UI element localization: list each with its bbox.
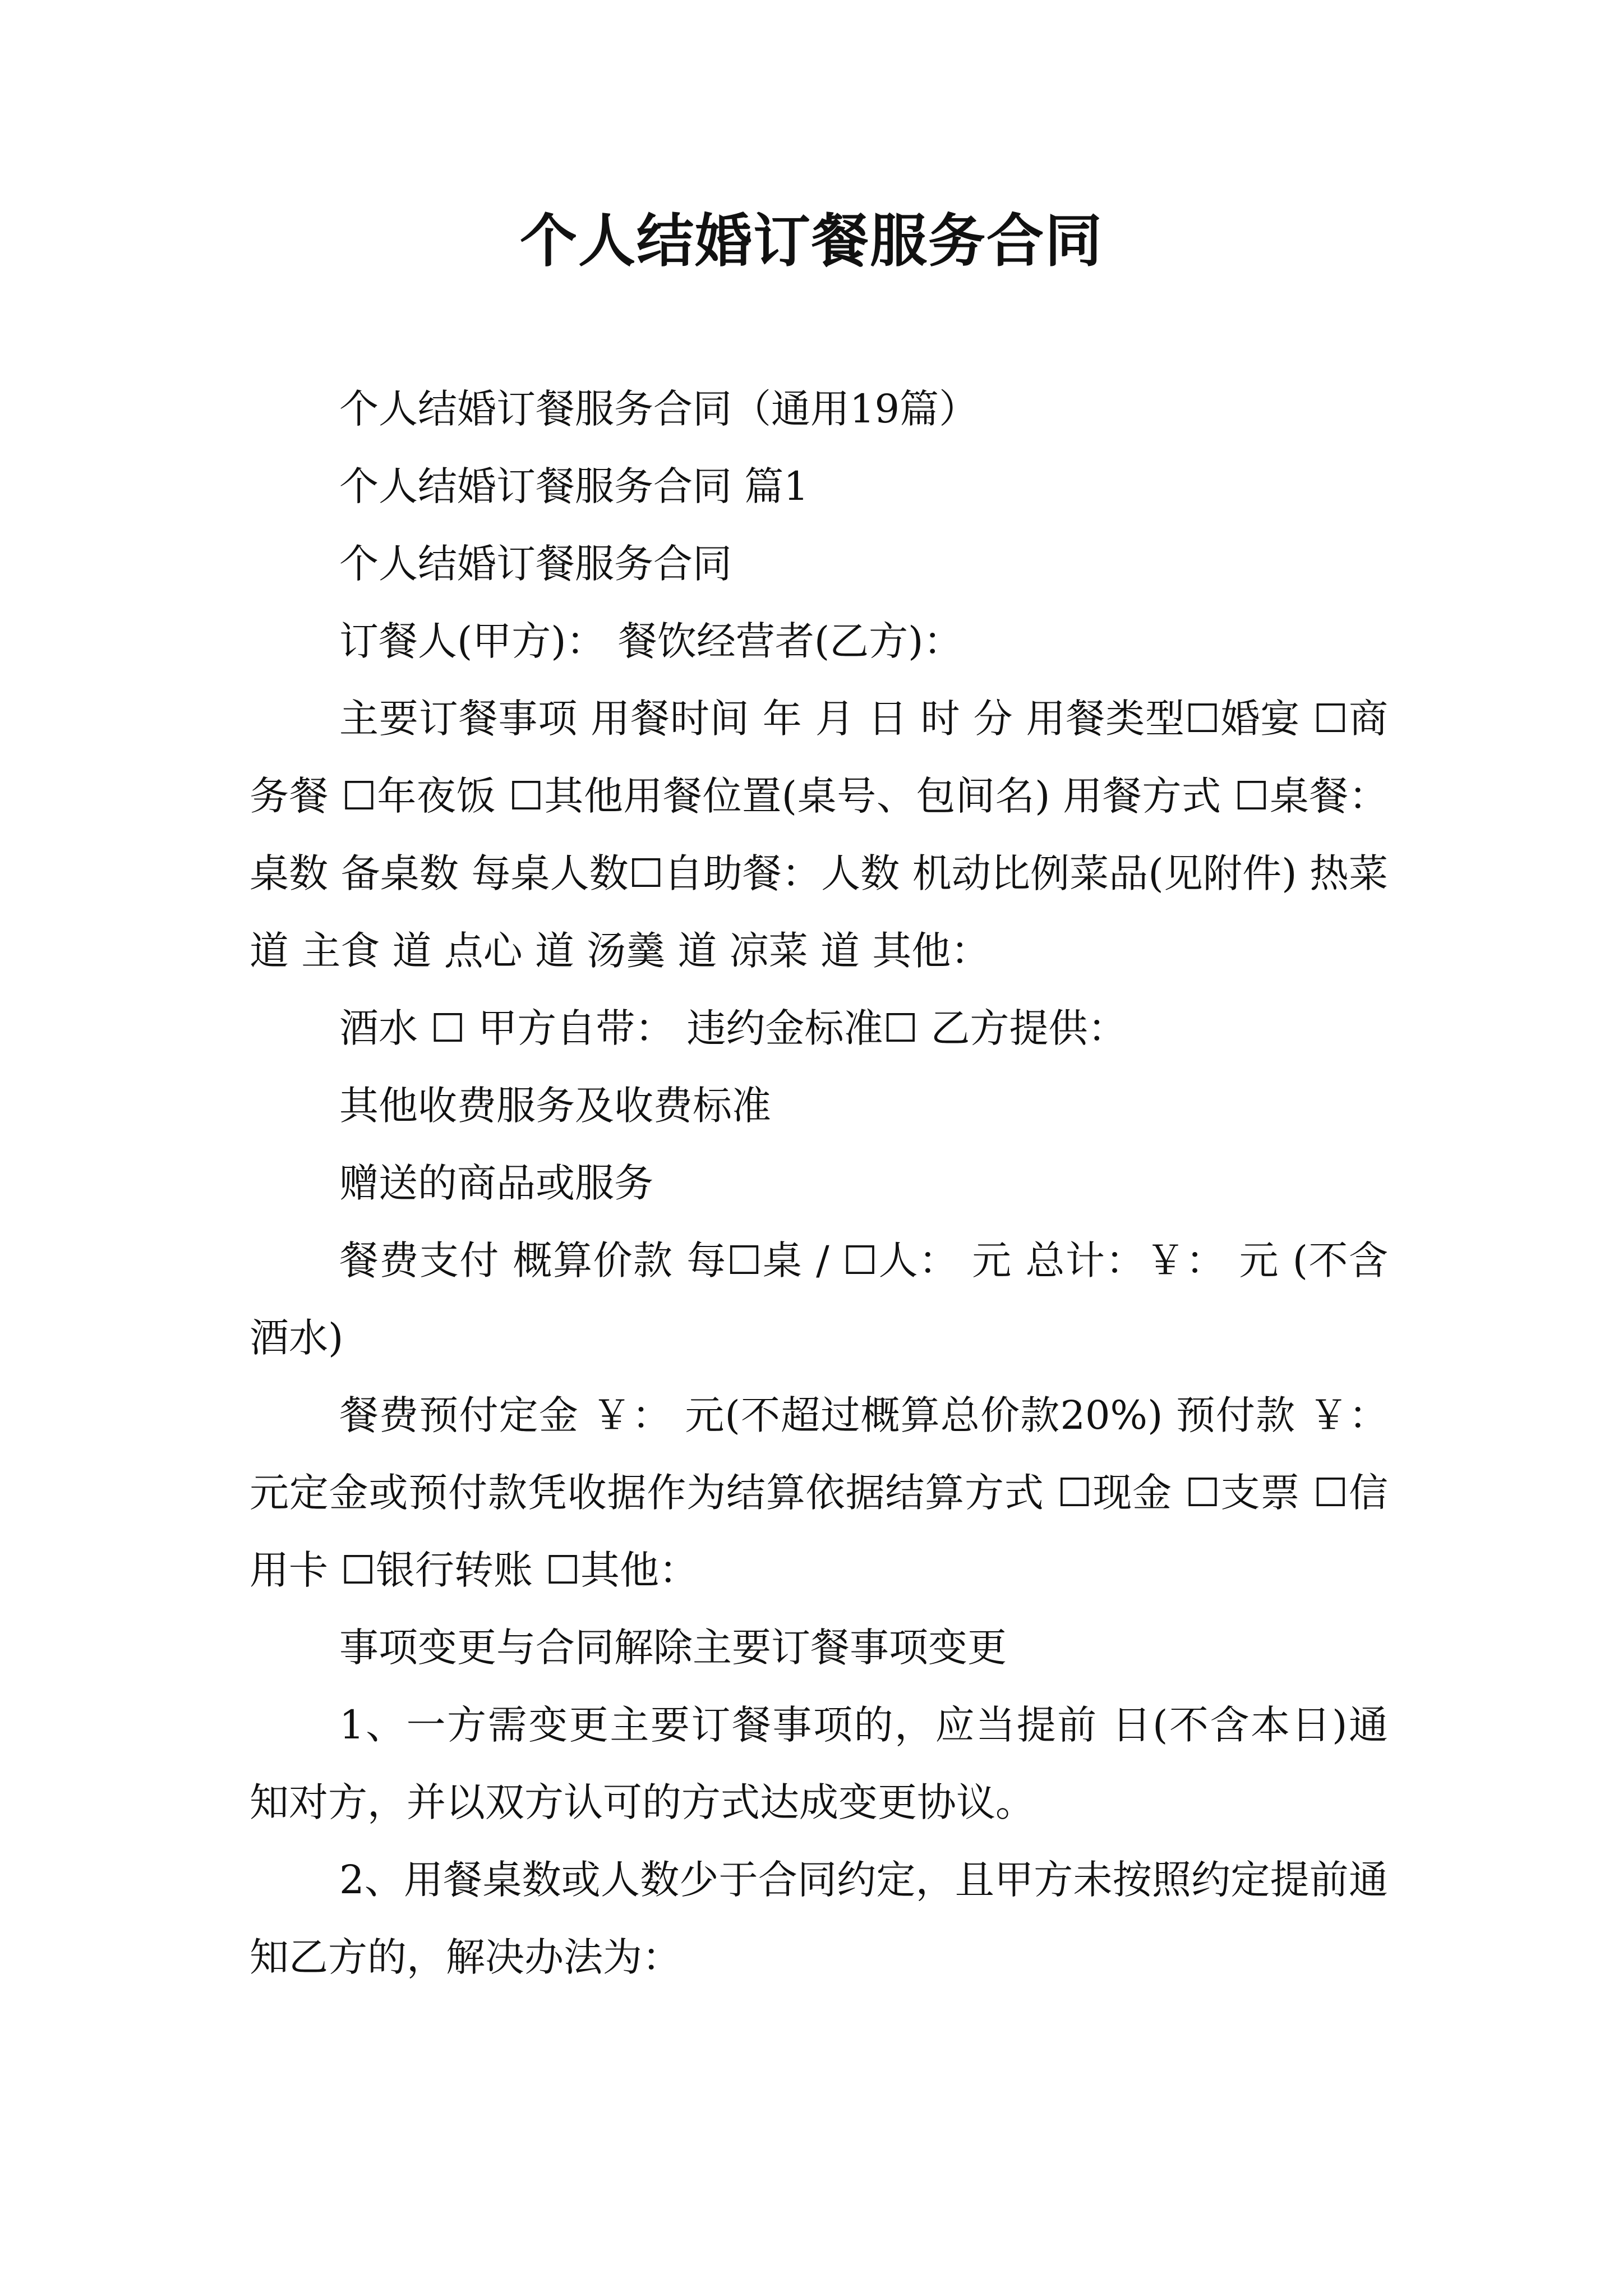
document-title: 个人结婚订餐服务合同 [520,208,1103,275]
paragraph-clause-1: 1、一方需变更主要订餐事项的，应当提前 日(不含本日)通知对方，并以双方认可的方式达成变更协议。 [250,1702,1388,1825]
paragraph-payment: 餐费支付 概算价款 每☐桌 / ☐人： 元 总计：￥： 元 (不含酒水) [250,1237,1388,1361]
paragraph-heading-part-1: 个人结婚订餐服务合同 篇1 [339,463,809,509]
paragraph-deposit: 餐费预付定金 ￥： 元(不超过概算总价款20%) 预付款 ￥： 元定金或预付款凭收据作为结算依据结算方式 ☐现金 ☐支票 ☐信用卡 ☐银行转账 ☐其他： [250,1392,1388,1593]
paragraph-changes-heading: 事项变更与合同解除主要订餐事项变更 [339,1625,1007,1671]
paragraph-main-order-items: 主要订餐事项 用餐时间 年 月 日 时 分 用餐类型☐婚宴 ☐商务餐 ☐年夜饭 ☐其他用餐位置(桌号、包间名) 用餐方式 ☐桌餐：桌数 备桌数 每桌人数☐自助餐：人数 机动比例菜品(见附件) 热菜 道 主食 道 点心 道 汤羹 道 凉菜 道 其他： [250,696,1388,974]
paragraph-parties: 订餐人(甲方)： 餐饮经营者(乙方)： [339,618,963,664]
document-body [250,370,1388,1996]
paragraph-drinks: 酒水 ☐ 甲方自带： 违约金标准☐ 乙方提供： [339,1005,1127,1051]
paragraph-other-fees: 其他收费服务及收费标准 [339,1083,771,1129]
paragraph-clause-2: 2、用餐桌数或人数少于合同约定，且甲方未按照约定提前通知乙方的，解决办法为： [250,1857,1388,1980]
paragraph-contract-name: 个人结婚订餐服务合同 [339,541,732,587]
paragraph-gifts: 赠送的商品或服务 [339,1160,653,1206]
paragraph-heading-collection: 个人结婚订餐服务合同（通用19篇） [339,386,979,432]
